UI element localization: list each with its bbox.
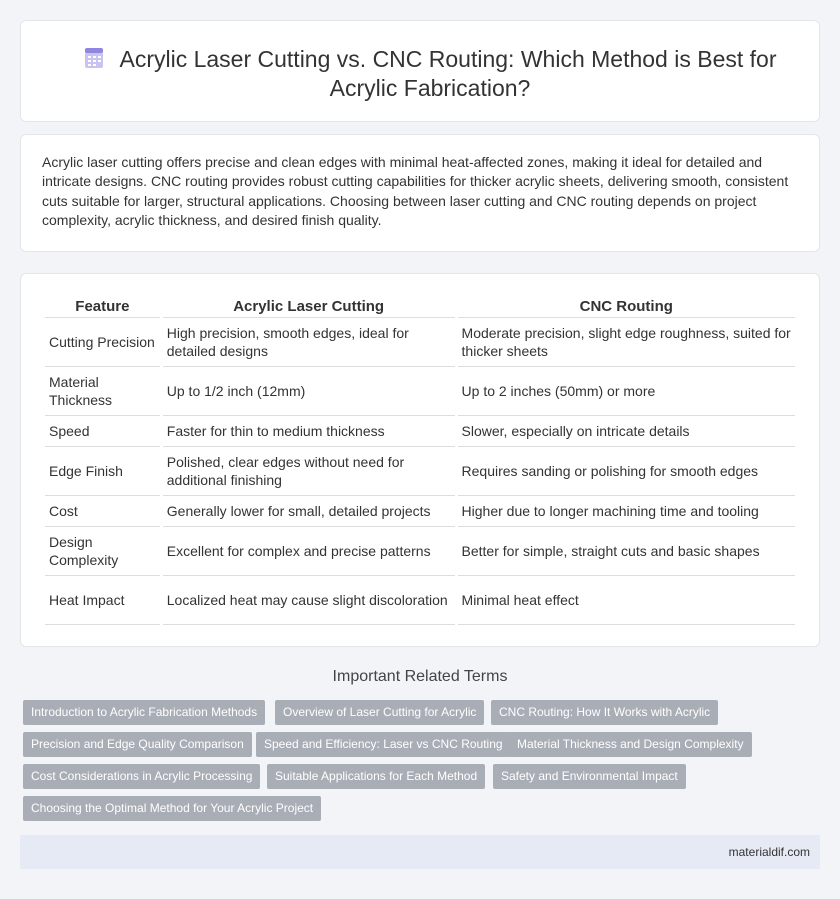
laser-cell: High precision, smooth edges, ideal for detailed designs [163,318,455,367]
footer [20,835,820,869]
feature-cell: Material Thickness [45,367,160,416]
cnc-cell: Up to 2 inches (50mm) or more [458,367,795,416]
table-row [45,367,795,416]
cnc-cell: Higher due to longer machining time and tooling [458,496,795,527]
related-tag[interactable]: Cost Considerations in Acrylic Processing [23,764,260,789]
feature-cell: Cutting Precision [45,318,160,367]
feature-cell: Edge Finish [45,447,160,496]
laser-cell: Polished, clear edges without need for additional finishing [163,447,455,496]
laser-cell: Faster for thin to medium thickness [163,416,455,447]
laser-cell: Localized heat may cause slight discoloration [163,576,455,625]
table-row [45,447,795,496]
comparison-table [42,296,798,625]
cnc-cell: Better for simple, straight cuts and basic shapes [458,527,795,576]
cnc-cell: Minimal heat effect [458,576,795,625]
feature-cell: Heat Impact [45,576,160,625]
laser-cell: Generally lower for small, detailed projects [163,496,455,527]
laser-cell: Excellent for complex and precise patterns [163,527,455,576]
table-row [45,416,795,447]
feature-cell: Cost [45,496,160,527]
table-row [45,496,795,527]
related-tag[interactable]: Precision and Edge Quality Comparison [23,732,252,757]
document-icon [83,47,105,69]
table-row [45,576,795,625]
title-card [20,20,820,122]
site-credit: materialdif.com [728,845,810,859]
feature-cell: Design Complexity [45,527,160,576]
related-tag[interactable]: Overview of Laser Cutting for Acrylic [275,700,484,725]
header-feature: Feature [45,296,160,318]
table-row [45,318,795,367]
cnc-cell: Moderate precision, slight edge roughness, suited for thicker sheets [458,318,795,367]
laser-cell: Up to 1/2 inch (12mm) [163,367,455,416]
related-tag[interactable]: Speed and Efficiency: Laser vs CNC Routing [256,732,511,757]
cnc-cell: Slower, especially on intricate details [458,416,795,447]
related-tag[interactable]: Choosing the Optimal Method for Your Acrylic Project [23,796,321,821]
related-tag[interactable]: Introduction to Acrylic Fabrication Methods [23,700,265,725]
related-tag[interactable]: CNC Routing: How It Works with Acrylic [491,700,718,725]
related-tag[interactable]: Safety and Environmental Impact [493,764,686,789]
intro-paragraph: Acrylic laser cutting offers precise and clean edges with minimal heat-affected zones, making it ideal for detailed and intricate designs. CNC routing provides robust cutting capabilities for thicker acrylic sheets, delivering smooth, consistent cuts suitable for larger, structural applications. Choosing between laser cutting and CNC routing depends on project complexity, acrylic thickness, and desired finish quality. [42,154,789,228]
table-row [45,527,795,576]
related-terms-heading: Important Related Terms [332,668,508,685]
feature-cell: Speed [45,416,160,447]
comparison-card [20,273,820,647]
related-tag[interactable]: Material Thickness and Design Complexity [509,732,752,757]
related-tag[interactable]: Suitable Applications for Each Method [267,764,485,789]
table-header-row [45,296,795,318]
header-cnc: CNC Routing [458,296,795,318]
intro-card [20,134,820,252]
header-laser: Acrylic Laser Cutting [163,296,455,318]
cnc-cell: Requires sanding or polishing for smooth edges [458,447,795,496]
page-title: Acrylic Laser Cutting vs. CNC Routing: Which Method is Best for Acrylic Fabrication? [119,46,777,101]
